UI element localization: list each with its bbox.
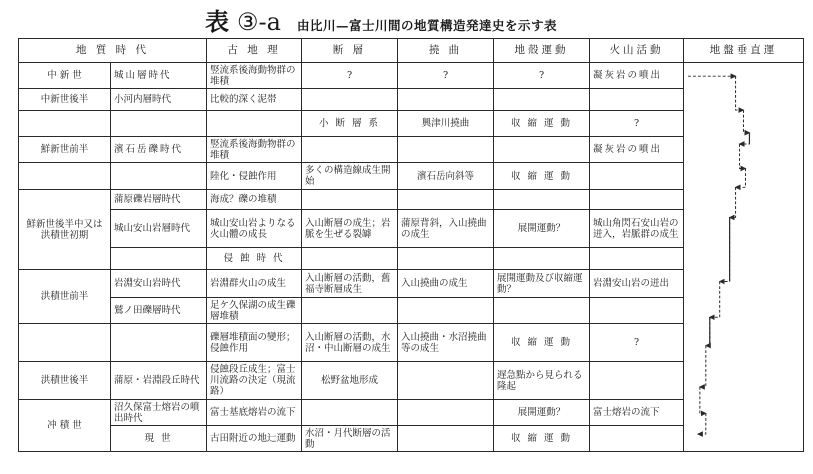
paleogeo-cell: 竪流系後海動物群の堆積 — [207, 137, 302, 163]
volcanic-cell: 凝灰岩の噴出 — [590, 137, 684, 163]
fault-cell: 多くの構造線成生開始 — [302, 163, 398, 190]
fault-cell: 入山断層の活動，水沼・中山断層の成生 — [302, 324, 398, 362]
flexure-cell: 入山撓曲の成生 — [398, 270, 494, 298]
uplift-arrow — [736, 168, 746, 187]
paleogeo-cell: 城山安山岩よりなる火山體の成長 — [207, 210, 302, 248]
era-cell: 鮮新世前半 — [19, 137, 111, 163]
paleogeo-cell: 海成？礫の堆積 — [207, 190, 302, 210]
header-flexure: 撓 曲 — [398, 39, 494, 63]
uplift-arrow — [730, 187, 736, 217]
header-volcanic: 火山活動 — [590, 39, 684, 63]
era-cell: 洪積世後半 — [19, 362, 111, 400]
volcanic-cell: ? — [590, 111, 684, 137]
era-cell: 中 新 世 — [19, 63, 111, 89]
crust-cell: 展開運動？ — [494, 400, 590, 426]
crust-cell — [494, 248, 590, 270]
header-era: 地 質 時 代 — [19, 39, 207, 63]
geology-table — [18, 38, 804, 452]
stage-cell — [111, 111, 207, 137]
header-crust: 地殻運動 — [494, 39, 590, 63]
paleogeo-cell: 古田附近の地辷運動 — [207, 426, 302, 452]
paleogeo-cell: 富士基底熔岩の流下 — [207, 400, 302, 426]
crust-cell: 遅急點から見られる隆起 — [494, 362, 590, 400]
crust-cell: 展開運動？ — [494, 210, 590, 248]
fault-cell: 小 断 層 系 — [302, 111, 398, 137]
flexure-cell — [398, 190, 494, 210]
volcanic-cell — [590, 248, 684, 270]
volcanic-cell: 富士熔岩の流下 — [590, 400, 684, 426]
uplift-arrow — [700, 387, 706, 413]
fault-cell — [302, 137, 398, 163]
title-number: ③-a — [237, 8, 281, 36]
table-row — [19, 63, 804, 89]
paleogeo-cell: 侵蝕段丘成生；富士川流路の決定（現流路） — [207, 362, 302, 400]
uplift-arrow — [744, 110, 750, 133]
crust-cell: 収 縮 運 動 — [494, 324, 590, 362]
era-cell — [19, 111, 111, 137]
stage-cell: 沼久保富士熔岩の噴出時代 — [111, 400, 207, 426]
stage-cell — [111, 324, 207, 362]
stage-cell: 岩淵安山岩時代 — [111, 270, 207, 298]
fault-cell: ? — [302, 63, 398, 89]
era-cell: 中新世後半 — [19, 89, 111, 111]
stage-cell: 蒲原礫岩層時代 — [111, 190, 207, 210]
uplift-arrows — [684, 63, 803, 451]
flexure-cell: 興津川撓曲 — [398, 111, 494, 137]
flexure-cell — [398, 426, 494, 452]
paleogeo-cell: 足ケ久保湖の成生礫層堆積 — [207, 298, 302, 324]
crust-cell — [494, 190, 590, 210]
fault-cell — [302, 190, 398, 210]
fault-cell — [302, 248, 398, 270]
uplift-arrow — [736, 76, 744, 110]
crust-cell: 収 縮 運 動 — [494, 163, 590, 190]
flexure-cell: 濱石岳向斜等 — [398, 163, 494, 190]
flexure-cell — [398, 248, 494, 270]
era-cell — [19, 163, 111, 190]
volcanic-cell: 凝灰岩の噴出 — [590, 63, 684, 89]
fault-cell: 入山断層の活動，舊福寺断層成生 — [302, 270, 398, 298]
volcanic-cell: ? — [590, 324, 684, 362]
paleogeo-cell: 侵 蝕 時 代 — [207, 248, 302, 270]
title-text: 由比川—富士川間の地質構造発達史を示す表 — [296, 18, 557, 33]
era-cell: 洪積世前半 — [19, 270, 111, 324]
paleogeo-cell: 竪流系後海動物群の堆積 — [207, 63, 302, 89]
crust-cell: 展開運動及び収縮運動？ — [494, 270, 590, 298]
fault-cell — [302, 400, 398, 426]
header-row — [19, 39, 804, 63]
flexure-cell: 入山撓曲・水沼撓曲等の成生 — [398, 324, 494, 362]
era-cell: 鮮新世後半中又は洪積世初期 — [19, 190, 111, 270]
uplift-arrow — [740, 144, 746, 168]
crust-cell: 収 縮 運 動 — [494, 426, 590, 452]
volcanic-cell — [590, 362, 684, 400]
uplift-arrow — [740, 133, 750, 144]
era-cell: 冲 積 世 — [19, 400, 111, 452]
fault-cell: 松野盆地形成 — [302, 362, 398, 400]
volcanic-cell — [590, 426, 684, 452]
uplift-arrow — [710, 281, 720, 317]
flexure-cell: ? — [398, 63, 494, 89]
stage-cell: 城山安山岩層時代 — [111, 210, 207, 248]
crust-cell — [494, 137, 590, 163]
fault-cell — [302, 89, 398, 111]
flexure-cell — [398, 137, 494, 163]
paleogeo-cell: 陸化・侵蝕作用 — [207, 163, 302, 190]
volcanic-cell: 岩淵安山岩の迸出 — [590, 270, 684, 298]
flexure-cell — [398, 89, 494, 111]
header-uplift: 地盤垂直運 — [684, 39, 804, 63]
table-title — [205, 2, 557, 36]
volcanic-cell — [590, 298, 684, 324]
crust-cell — [494, 298, 590, 324]
volcanic-cell — [590, 190, 684, 210]
stage-cell: 蒲原・岩淵段丘時代 — [111, 362, 207, 400]
stage-cell — [111, 163, 207, 190]
volcanic-cell — [590, 89, 684, 111]
crust-cell: ? — [494, 63, 590, 89]
uplift-column — [684, 63, 804, 452]
uplift-arrow — [700, 346, 706, 387]
stage-cell: 鷲ノ田礫層時代 — [111, 298, 207, 324]
volcanic-cell — [590, 163, 684, 190]
fault-cell: 水沼・月代断層の活動 — [302, 426, 398, 452]
crust-cell — [494, 89, 590, 111]
title-hyo: 表 — [205, 7, 229, 36]
header-fault: 断 層 — [302, 39, 398, 63]
stage-cell: 小河内層時代 — [111, 89, 207, 111]
paleogeo-cell — [207, 111, 302, 137]
paleogeo-cell: 礫層堆積面の變形；侵蝕作用 — [207, 324, 302, 362]
stage-cell: 濱石岳礫時代 — [111, 137, 207, 163]
flexure-cell — [398, 400, 494, 426]
era-cell — [19, 324, 111, 362]
fault-cell: 入山断層の成生；岩脈を生ぜる裂罅 — [302, 210, 398, 248]
volcanic-cell: 城山角閃石安山岩の迸入，岩脈群の成生 — [590, 210, 684, 248]
flexure-cell — [398, 362, 494, 400]
uplift-arrow — [720, 217, 730, 281]
fault-cell — [302, 298, 398, 324]
header-paleogeo: 古 地 理 — [207, 39, 302, 63]
crust-cell: 収 縮 運 動 — [494, 111, 590, 137]
paleogeo-cell: 比較的深く泥帯 — [207, 89, 302, 111]
flexure-cell — [398, 298, 494, 324]
uplift-arrow — [698, 413, 706, 434]
flexure-cell: 蒲原背斜，入山撓曲の成生 — [398, 210, 494, 248]
stage-cell — [111, 248, 207, 270]
stage-cell: 城山層時代 — [111, 63, 207, 89]
stage-cell: 現 世 — [111, 426, 207, 452]
paleogeo-cell: 岩淵群火山の成生 — [207, 270, 302, 298]
